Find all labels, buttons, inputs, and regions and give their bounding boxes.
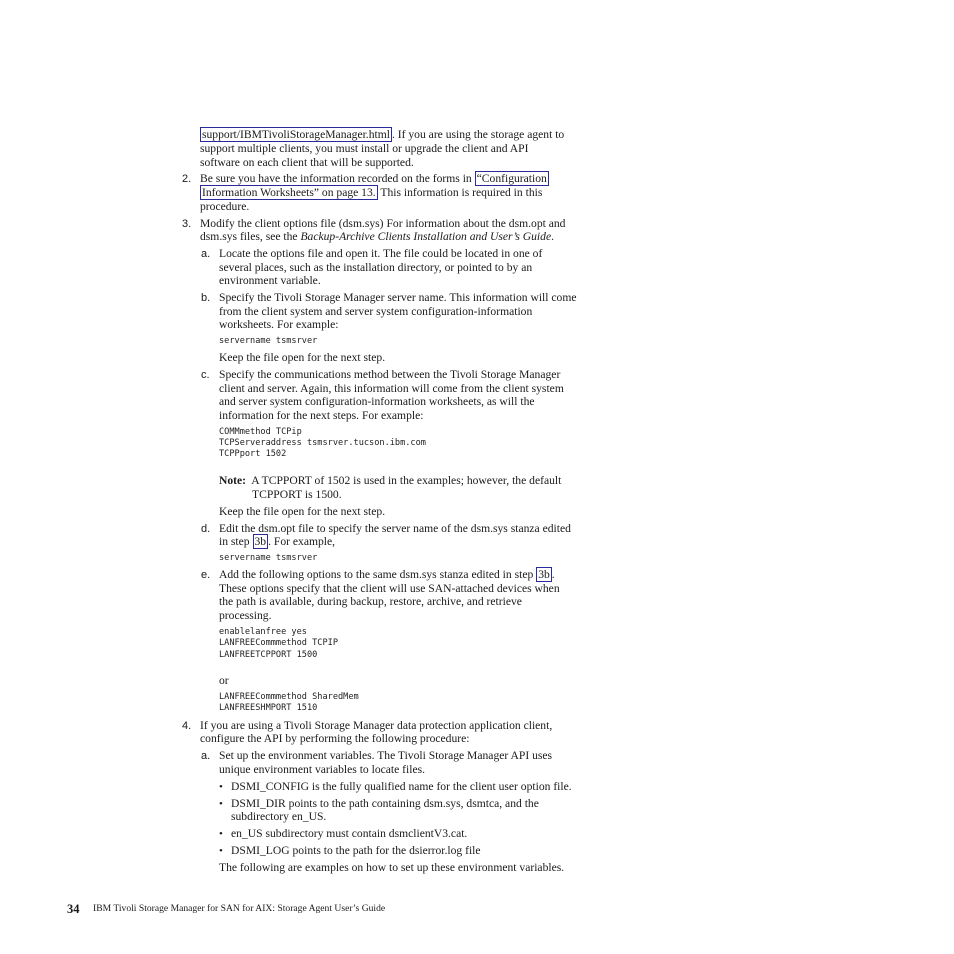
- config-worksheets-link-part1[interactable]: “Configuration: [476, 172, 547, 185]
- step-3a-line-3: environment variable.: [219, 274, 321, 287]
- bullet-2-line-2: subdirectory en_US.: [231, 810, 327, 823]
- guide-title: Backup-Archive Clients Installation and User’s Guide: [300, 230, 552, 243]
- step-2-line-2: Information Worksheets” on page 13. This information is required in this: [202, 186, 543, 199]
- step-3-line-2: dsm.sys files, see the Backup-Archive Clients Installation and User’s Guide.: [200, 230, 554, 243]
- step-3a-label: a.: [201, 248, 211, 260]
- page-number: 34: [67, 902, 80, 916]
- step-3c-note-line-2: TCPPORT is 1500.: [252, 488, 342, 501]
- step-3d-line-2: in step 3b . For example,: [219, 535, 336, 548]
- step-3b-line-1: Specify the Tivoli Storage Manager server name. This information will come: [219, 291, 577, 304]
- bullet-1-text: DSMI_CONFIG is the fully qualified name for the client user option file.: [231, 780, 572, 793]
- step-3b-keep-open: Keep the file open for the next step.: [219, 351, 386, 364]
- bullet-3: •: [219, 828, 223, 840]
- step-4-line-1: If you are using a Tivoli Storage Manager data protection application client,: [200, 719, 553, 732]
- step-3a-line-1: Locate the options file and open it. The file could be located in one of: [219, 247, 543, 260]
- step-3e-code-3: LANFREETCPPORT 1500: [219, 650, 318, 660]
- intro-line-1: support/IBMTivoliStorageManager.html . If you are using the storage agent to: [202, 128, 565, 141]
- step-3c-label: c.: [201, 369, 210, 381]
- bullet-2-line-1: DSMI_DIR points to the path containing dsm.sys, dsmtca, and the: [231, 797, 539, 810]
- bullet-4: •: [219, 845, 223, 857]
- step-3c-keep-open: Keep the file open for the next step.: [219, 505, 386, 518]
- step-2-line-3: procedure.: [200, 200, 250, 213]
- step-3d-code: servername tsmsrver: [219, 553, 318, 563]
- step-3e-code-1: enablelanfree yes: [219, 627, 307, 637]
- step-3c-line-3: and server system configuration-information worksheets, as will the: [219, 395, 535, 408]
- step-4-line-2: configure the API by performing the following procedure:: [200, 732, 470, 745]
- step-2-line-1: Be sure you have the information recorded on the forms in “Configuration: [200, 172, 547, 185]
- step-3d-line-1: Edit the dsm.opt file to specify the server name of the dsm.sys stanza edited: [219, 522, 571, 535]
- config-worksheets-link-part2[interactable]: Information Worksheets” on page 13.: [202, 186, 376, 199]
- step-4-number: 4.: [182, 720, 192, 732]
- step-4a-line-2: unique environment variables to locate files.: [219, 763, 426, 776]
- step-3b-code: servername tsmsrver: [219, 336, 318, 346]
- step-3b-line-3: worksheets. For example:: [219, 318, 339, 331]
- step-3c-code-1: COMMmethod TCPip: [219, 427, 302, 437]
- step-3c-line-1: Specify the communications method between the Tivoli Storage Manager: [219, 368, 561, 381]
- intro-line-2: support multiple clients, you must install or upgrade the client and API: [200, 142, 529, 155]
- support-url-link[interactable]: support/IBMTivoliStorageManager.html: [202, 128, 390, 141]
- step-3e-line-1: Add the following options to the same dsm.sys stanza edited in step 3b .: [219, 568, 555, 581]
- step-3b-label: b.: [201, 292, 211, 304]
- step-3e-line-3: the path is available, during backup, restore, archive, and retrieve: [219, 595, 522, 608]
- step-3c-line-4: information for the next steps. For example:: [219, 409, 424, 422]
- note-label: Note:: [219, 474, 247, 487]
- step-3e-line-4: processing.: [219, 609, 272, 622]
- bullet-1: •: [219, 781, 223, 793]
- step-3e-line-2: These options specify that the client will use SAN-attached devices when: [219, 582, 560, 595]
- step-3a-line-2: several places, such as the installation directory, or pointed to by an: [219, 261, 533, 274]
- step-3e-code-5: LANFREESHMPORT 1510: [219, 703, 318, 713]
- step-3-number: 3.: [182, 218, 192, 230]
- step-3e-label: e.: [201, 569, 211, 581]
- step-3b-link-2[interactable]: 3b: [538, 568, 550, 581]
- step-3e-code-4: LANFREECommmethod SharedMem: [219, 692, 359, 702]
- step-4a-label: a.: [201, 750, 211, 762]
- step-3e-or: or: [219, 674, 229, 687]
- intro-line-3: software on each client that will be supported.: [200, 156, 414, 169]
- step-3c-code-2: TCPServeraddress tsmsrver.tucson.ibm.com: [219, 438, 426, 448]
- bullet-3-text: en_US subdirectory must contain dsmclientV3.cat.: [231, 827, 468, 840]
- step-3c-line-2: client and server. Again, this information will come from the client system: [219, 382, 564, 395]
- step-3d-label: d.: [201, 523, 211, 535]
- step-2-number: 2.: [182, 173, 192, 185]
- footer-title: IBM Tivoli Storage Manager for SAN for AIX: Storage Agent User’s Guide: [93, 903, 386, 914]
- step-3c-code-3: TCPPport 1502: [219, 449, 287, 459]
- step-3b-line-2: from the client system and server system configuration-information: [219, 305, 533, 318]
- step-4a-following: The following are examples on how to set up these environment variables.: [219, 861, 565, 874]
- step-3e-code-2: LANFREECommmethod TCPIP: [219, 638, 338, 648]
- bullet-4-text: DSMI_LOG points to the path for the dsierror.log file: [231, 844, 481, 857]
- step-3b-link[interactable]: 3b: [254, 535, 267, 548]
- step-3c-note: Note: A TCPPORT of 1502 is used in the examples; however, the default: [219, 474, 562, 487]
- step-3-line-1: Modify the client options file (dsm.sys) For information about the dsm.opt and: [200, 217, 566, 230]
- step-4a-line-1: Set up the environment variables. The Tivoli Storage Manager API uses: [219, 749, 553, 762]
- bullet-2: •: [219, 798, 223, 810]
